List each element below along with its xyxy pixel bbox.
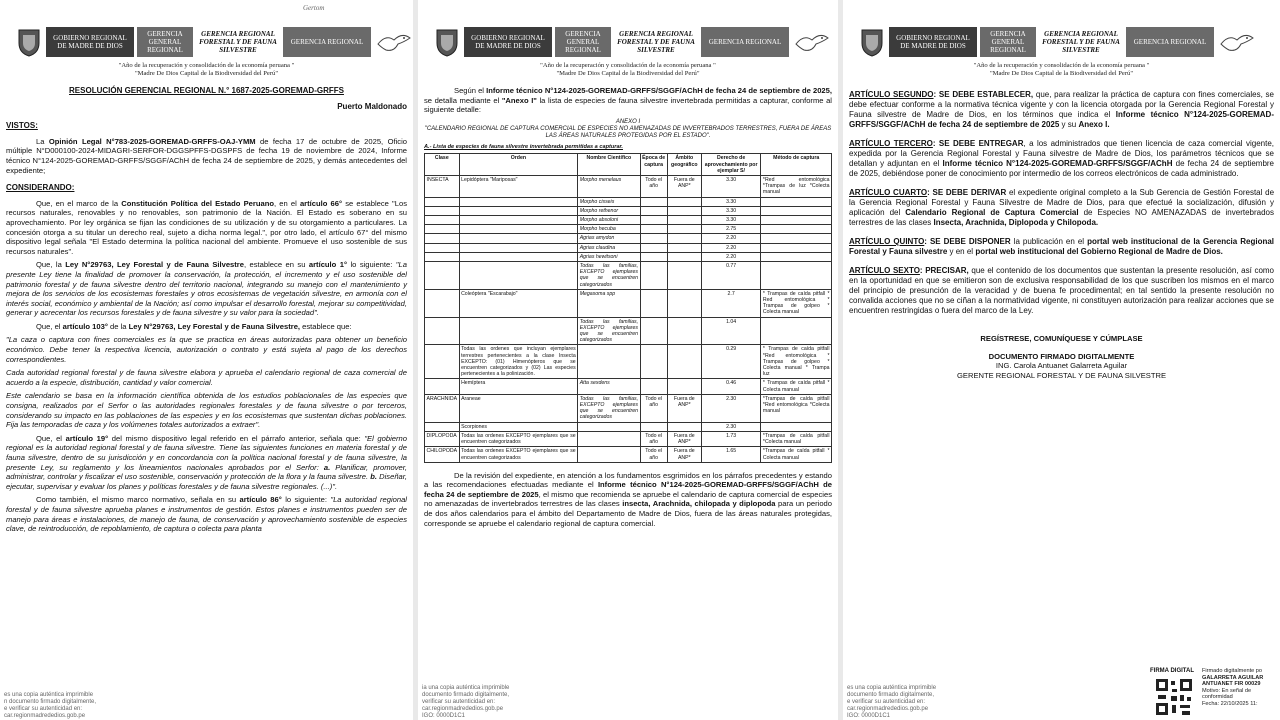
table-cell-met: *Trampas de caída pitfall *Red entomológica *Colecta manual xyxy=(761,394,832,422)
document-page-3 xyxy=(843,0,1280,720)
quote-paragraph: Cada autoridad regional forestal y de fauna silvestre elabora y aprueba el calendario regional de caza comercial de acuerdo a la especie, distribución, cantidad y valor comercial. xyxy=(6,368,407,387)
stamp-title: FIRMA DIGITAL xyxy=(1150,668,1194,674)
table-cell-sp xyxy=(578,422,640,431)
table-cell-cls xyxy=(425,262,460,290)
table-cell-der: 3.30 xyxy=(701,206,761,215)
letterhead xyxy=(424,0,832,62)
table-cell-amb xyxy=(667,225,701,234)
table-row xyxy=(425,262,832,290)
table-cell-amb xyxy=(667,262,701,290)
table-cell-amb: Fuera de ANP* xyxy=(667,431,701,446)
table-cell-sp xyxy=(578,447,640,462)
table-cell-sp: Morpho hecuba xyxy=(578,225,640,234)
table-row xyxy=(425,225,832,234)
table-cell-met: * Trampas de caída pitfall * Colecta manual xyxy=(762,380,830,393)
header-gerencia-forestal: GERENCIA REGIONAL FORESTAL Y DE FAUNA SILVESTRE xyxy=(614,27,698,57)
table-cell-amb xyxy=(667,234,701,243)
qr-code-icon xyxy=(1154,677,1194,717)
table-row xyxy=(425,197,832,206)
table-row xyxy=(425,243,832,252)
coat-of-arms-icon xyxy=(16,27,42,57)
table-cell-sp: Atta sexdens xyxy=(578,379,640,394)
letterhead xyxy=(6,0,407,62)
table-cell-der: 2.30 xyxy=(701,422,761,431)
table-cell-der: 3.30 xyxy=(701,216,761,225)
region-slogan: "Madre De Dios Capital de la Biodiversidad del Perú" xyxy=(134,70,279,77)
header-gobierno: GOBIERNO REGIONAL DE MADRE DE DIOS xyxy=(464,27,552,57)
resolution-body xyxy=(424,86,832,528)
table-cell-cls xyxy=(425,252,460,261)
authenticity-footer: ia una copia auténtica imprimible documento firmado digitalmente, verificar su autenticidad en: car.regionmadrededios.gob.pe IGO: 0000D1C1 xyxy=(422,685,510,719)
table-cell-der: 0.46 xyxy=(701,379,761,394)
table-cell-cls xyxy=(425,225,460,234)
table-row xyxy=(425,317,832,345)
table-cell-ep xyxy=(640,317,667,345)
bird-logo-icon xyxy=(794,30,830,54)
table-header-cell: Método de captura xyxy=(761,154,832,176)
table-cell-cls xyxy=(425,317,460,345)
table-cell-met xyxy=(761,216,832,225)
table-cell-cls xyxy=(425,345,460,379)
species-table xyxy=(424,153,832,462)
table-cell-met xyxy=(761,225,832,234)
table-row xyxy=(425,216,832,225)
table-cell-met xyxy=(761,262,832,290)
table-cell-cls xyxy=(425,197,460,206)
table-cell-ord xyxy=(459,206,578,215)
table-cell-ord: Todas las ordenes que incluyan ejemplares terrestres pertenecientes a la clase Insecta EXCEPTO: (01) Himenópteros que se encuentren categorizados y (02) Las especies pertenecientes a la polinización. xyxy=(461,346,576,378)
table-cell-amb xyxy=(667,317,701,345)
table-cell-cls xyxy=(425,243,460,252)
header-gobierno: GOBIERNO REGIONAL DE MADRE DE DIOS xyxy=(889,27,977,57)
revision-paragraph: De la revisión del expediente, en atención a los fundamentos esgrimidos en los párrafos precedentes y estando a las recomendaciones efectuadas mediante el Informe técnico N°124-2025-GOREMAD-GRFFS/SGGF/AChH de fecha 24 de septiembre de 2025, el mismo que recomienda se apruebe el calendario de captura comercial de especies no amenazadas de invertebrados terrestres de las clases insecta, Arachnida, chilopada y diplopoda para un periodo de dos años calendarios para el ámbito del Departamento de Madre de Dios, fuera de las áreas naturales protegidas, corresponde se apruebe el calendario regional de captura comercial. xyxy=(424,470,832,528)
table-header-cell: Nombre Científico xyxy=(578,154,640,176)
table-cell-cls xyxy=(425,216,460,225)
table-cell-amb: Fuera de ANP* xyxy=(667,447,701,462)
table-cell-der: 3.30 xyxy=(701,175,761,197)
table-cell-amb xyxy=(667,197,701,206)
resolution-body xyxy=(6,86,407,534)
table-cell-amb xyxy=(667,289,701,317)
resolution-title: RESOLUCIÓN GERENCIAL REGIONAL N.° 1687-2025-GOREMAD-GRFFS xyxy=(69,86,344,95)
table-cell-cls xyxy=(425,206,460,215)
table-cell-ord: Scorpiones xyxy=(459,422,578,431)
table-cell-ep xyxy=(640,345,667,379)
table-cell-ep xyxy=(640,289,667,317)
table-row xyxy=(425,379,832,394)
article-cuarto: ARTÍCULO CUARTO: SE DEBE DERIVAR el expediente original completo a la Sub Gerencia de Gestión Forestal de la Gerencia Regional Forestal y Fauna Silvestre de Madre de Dios, para que efectué la socialización, difusión y aplicación del Calendario Regional de Captura Comercial de Especies NO AMENAZADAS de invertebrados terrestres de las clases Insecta, Arachnida, Diplopoda y Chilopoda. xyxy=(849,188,1275,227)
vistos-heading: VISTOS: xyxy=(6,121,38,131)
region-slogan: "Madre De Dios Capital de la Biodiversidad del Perú" xyxy=(989,70,1134,77)
table-cell-sp: Todas las familias, EXCEPTO ejemplares que se encuentren categorizados xyxy=(579,318,639,344)
vistos-paragraph: La Opinión Legal N°783-2025-GOREMAD-GRFFS-OAJ-YMM de fecha 17 de octubre de 2025, Oficio múltiple N°D000100-2024-MIDAGRI-SERFOR-DGGSPFFS-DGSPFS de fecha 19 de noviembre de 2024, Informe técnico N°124-2025-GOREMAD-GRFFS/SGGF/AChH de fecha 24 de septiembre de 2025, y demás antecedentes del expediente; xyxy=(6,136,407,175)
table-row xyxy=(425,345,832,379)
table-cell-amb xyxy=(667,345,701,379)
header-gerencia-forestal: GERENCIA REGIONAL FORESTAL Y DE FAUNA SILVESTRE xyxy=(196,27,280,57)
region-slogan: "Madre De Dios Capital de la Biodiversidad del Perú" xyxy=(556,70,700,77)
table-cell-der: 2.20 xyxy=(701,252,761,261)
table-cell-cls xyxy=(425,379,460,394)
header-gerencia-regional: GERENCIA REGIONAL xyxy=(283,27,371,57)
table-cell-amb xyxy=(667,252,701,261)
table-cell-cls xyxy=(425,422,460,431)
table-cell-der: 1.65 xyxy=(701,447,761,462)
article-tercero: ARTÍCULO TERCERO: SE DEBE ENTREGAR, a los administrados que tienen licencia de caza comercial vigente, expedida por la Gerencia Regional Forestal y Fauna silvestre de Madre de Dios, los parámetros técnicos que se detallan y adjuntan en el Informe técnico N°124-2025-GOREMAD-GRFFS/SGGF/AChH de fecha 24 de septiembre de 2025, debiéndose poner de conocimiento por intermedio de los correos electrónicos de cada administrado. xyxy=(849,139,1275,178)
header-gobierno: GOBIERNO REGIONAL DE MADRE DE DIOS xyxy=(46,27,134,57)
table-cell-ord xyxy=(459,262,578,290)
table-cell-ep xyxy=(640,206,667,215)
digital-signature-stamp xyxy=(1150,668,1280,720)
resolution-articles xyxy=(849,90,1274,316)
signer-name: ING. Carola Antuanet Galarreta Aguilar xyxy=(995,361,1128,371)
table-cell-ord xyxy=(459,225,578,234)
table-cell-ord xyxy=(459,317,578,345)
table-row xyxy=(425,289,832,317)
table-header-cell: Clase xyxy=(425,154,460,176)
table-cell-cls xyxy=(425,289,460,317)
table-cell-sp: Morpho cisseis xyxy=(578,197,640,206)
table-cell-sp: Agrias hewitsoni xyxy=(578,252,640,261)
table-cell-ep xyxy=(640,262,667,290)
table-cell-ep xyxy=(640,216,667,225)
place: Puerto Maldonado xyxy=(337,101,407,111)
header-gerencia-forestal: GERENCIA REGIONAL FORESTAL Y DE FAUNA SILVESTRE xyxy=(1039,27,1123,57)
table-cell-sp: Morpho absoloni xyxy=(578,216,640,225)
table-header-cell: Orden xyxy=(459,154,578,176)
table-cell-met: * Trampas de caída pitfall *Red entomológica * Trampas de golpeo * Colecta manual * Trampa luz xyxy=(762,346,830,378)
article-segundo: ARTÍCULO SEGUNDO: SE DEBE ESTABLECER, que, para realizar la práctica de captura con fines comerciales, se debe efectuar conforme a la normativa técnica vigente y con la licencia otorgada por la Gerencia Regional Forestal y Fauna silvestre de Madre de Dios, en los términos que indica el Informe técnico N°124-2025-GOREMAD-GRFFS/SGGF/AChH de fecha 24 de septiembre de 2025 y su Anexo I. xyxy=(849,90,1274,129)
table-cell-met xyxy=(761,206,832,215)
table-cell-ord xyxy=(459,216,578,225)
table-cell-der: 2.30 xyxy=(701,394,761,422)
table-cell-amb xyxy=(667,206,701,215)
bird-logo-icon xyxy=(1219,30,1255,54)
header-gerencia-regional: GERENCIA REGIONAL xyxy=(1126,27,1214,57)
table-cell-amb xyxy=(667,243,701,252)
table-cell-ep xyxy=(640,234,667,243)
table-cell-cls: DIPLOPODA xyxy=(425,431,460,446)
table-cell-der: 2.75 xyxy=(701,225,761,234)
table-cell-sp: Todas las familias, EXCEPTO ejemplares que se encuentren categorizados xyxy=(579,395,639,421)
table-cell-ep: Todo el año xyxy=(640,394,667,422)
table-cell-amb: Fuera de ANP* xyxy=(667,394,701,422)
table-cell-ord xyxy=(459,243,578,252)
handwritten-note: Gertom xyxy=(303,4,325,12)
table-cell-met: *Trampas de caída pitfall * Colecta manual xyxy=(762,448,830,461)
table-cell-der: 0.77 xyxy=(701,262,761,290)
table-cell-ep: Todo el año xyxy=(640,431,667,446)
authenticity-footer: es una copia auténtica imprimible n documento firmado digitalmente, e verificar su autenticidad en: car.regionmadrededios.gob.pe xyxy=(0,692,96,720)
table-row xyxy=(425,234,832,243)
table-cell-ep: Todo el año xyxy=(640,175,667,197)
table-cell-sp: Morpho menelaus xyxy=(578,175,640,197)
table-cell-met: *Red entomológica *Trampas de luz *Colecta manual xyxy=(762,176,830,196)
quote-paragraph: Este calendario se basa en la información científica obtenida de los estudios poblacionales de las especies que consigna, realizados por el Serfor o las autoridades regionales forestales y de fauna silvestre o por terceros, considerando su impacto en las poblaciones de las especies y en los ecosistemas que sustentan dichas poblaciones. Fija las temporadas de caza y los volúmenes totales autorizados a extraer". xyxy=(6,391,407,430)
considerando-paragraph: Como también, el mismo marco normativo, señala en su artículo 86° lo siguiente: "La autoridad regional forestal y de fauna silvestre aprueba planes e instrumentos de gestión. Estos planes e instrumentos pueden ser de manejo para áreas e instalaciones, de manejo de fauna, de conservación y aprovechamiento sostenible de especies clave, de reintroducción, de repoblamiento, de captura o colecta para planta xyxy=(6,495,407,534)
header-gerencia-regional: GERENCIA REGIONAL xyxy=(701,27,789,57)
document-page-2 xyxy=(418,0,838,720)
authenticity-footer: es una copia auténtica imprimible documento firmado digitalmente, e verificar su autenticidad en: car.regionmadrededios.gob.pe IGO: 0000D1C1 xyxy=(847,685,937,719)
table-cell-amb xyxy=(667,216,701,225)
table-cell-ord: Todas las ordenes EXCEPTO ejemplares que se encuentren categorizados xyxy=(461,448,576,461)
table-cell-sp: Agrias amydon xyxy=(578,234,640,243)
table-cell-cls: ARACHNIDA xyxy=(425,394,460,422)
considerando-paragraph: Que, el artículo 19° del mismo dispositivo legal referido en el párrafo anterior, señala que: "El gobierno regional es la autoridad regional forestal y de fauna silvestre. Tiene las siguientes funciones en materia forestal y de fauna silvestre, dentro de su jurisdicción y en concordancia con la política nacional forestal y de fauna silvestre, la presente Ley, su reglamento y los lineamientos nacionales aprobados por el Serfor: a. Planificar, promover, administrar, controlar y fiscalizar el uso sostenible, conservación y protección de la flora y la fauna silvestre. b. Diseñar, ejecutar, supervisar y evaluar los planes y políticas forestales y de fauna silvestre regionales. (...)". xyxy=(6,433,407,491)
article-quinto: ARTÍCULO QUINTO: SE DEBE DISPONER la publicación en el portal web institucional de la Gerencia Regional Forestal y Fauna silvestre y en el portal web institucional del Gobierno Regional de Madre de Dios. xyxy=(849,237,1275,256)
table-cell-ord xyxy=(459,252,578,261)
table-cell-ord: Todas las ordenes EXCEPTO ejemplares que se encuentren categorizados xyxy=(461,432,576,446)
table-row xyxy=(425,394,832,422)
table-row xyxy=(425,431,832,446)
header-gerencia-general: GERENCIA GENERAL REGIONAL xyxy=(555,27,611,57)
table-cell-sp xyxy=(578,345,640,379)
table-row xyxy=(425,252,832,261)
considerando-heading: CONSIDERANDO: xyxy=(6,183,75,193)
table-cell-der: 2.20 xyxy=(701,243,761,252)
stamp-text: Firmado digitalmente po GALARRETA AGUILAR ANTUANET FIR 00029 Motivo: En señal de conformidad Fecha: 22/10/2025 11: xyxy=(1202,668,1264,707)
article-sexto: ARTÍCULO SEXTO: PRECISAR, que el contenido de los documentos que sustentan la presente resolución, así como en la oportunidad en que se emitieron son de exclusiva responsabilidad de los que suscriben los mismos en el marco del principio de presunción de la veracidad y de buena fe procedimental; en tal sentido la presente resolución no convalida acciones que no se ciñan a la normatividad vigente, ni constituyen autorización para realizar acciones que se encuentren restringidas o fuera del marco de la Ley. xyxy=(849,266,1275,315)
table-cell-ep xyxy=(640,197,667,206)
table-header-cell: Derecho de aprovechamiento por ejemplar S/ xyxy=(701,154,761,176)
table-cell-met xyxy=(761,252,832,261)
table-cell-ep xyxy=(640,252,667,261)
table-cell-der: 2.20 xyxy=(701,234,761,243)
informe-paragraph: Según el Informe técnico N°124-2025-GOREMAD-GRFFS/SGGF/AChH de fecha 24 de septiembre de 2025, se detalla mediante el "Anexo I" la lista de especies de fauna silvestre invertebrada permitidas a capturar, conforme al siguiente detalle: xyxy=(424,86,832,115)
bird-logo-icon xyxy=(376,30,412,54)
table-cell-met xyxy=(761,317,832,345)
table-cell-ep xyxy=(640,379,667,394)
year-slogan: "Año de la recuperación y consolidación de la economía peruana " xyxy=(540,62,716,69)
table-cell-cls xyxy=(425,234,460,243)
closing-formula: REGÍSTRESE, COMUNÍQUESE Y CÚMPLASE xyxy=(980,334,1143,343)
table-cell-amb xyxy=(667,422,701,431)
table-row xyxy=(425,422,832,431)
header-gerencia-general: GERENCIA GENERAL REGIONAL xyxy=(980,27,1036,57)
considerando-paragraph: Que, la Ley N°29763, Ley Forestal y de Fauna Silvestre, establece en su artículo 1° lo siguiente: "La presente Ley tiene la finalidad de promover la conservación, la protección, el incremento y el uso sostenible del patrimonio forestal y de fauna silvestre dentro del territorio nacional, integrando su manejo con el mantenimiento y mejora de los servicios de los ecosistemas forestales y otros ecosistemas de vegetación silvestre, en armonía con el interés social, económico y ambiental de la Nación; así como impulsar el desarrollo forestal, mejorar su competitividad, generar y acrecentar los recursos forestales y de fauna silvestre y su valor para la sociedad". xyxy=(6,260,407,318)
table-cell-amb: Fuera de ANP* xyxy=(667,175,701,197)
table-row xyxy=(425,206,832,215)
table-cell-ord: Coleóptera "Escarabajo" xyxy=(459,289,578,317)
annex-title: ANEXO I "CALENDARIO REGIONAL DE CAPTURA COMERCIAL DE ESPECIES NO AMENAZADAS DE INVERTEBRADOS TERRESTRES, FUERA DE ÁREAS LAS ÁREAS NATURALES PROTEGIDAS POR EL ESTADO". xyxy=(424,118,832,139)
signed-digitally: DOCUMENTO FIRMADO DIGITALMENTE xyxy=(988,351,1135,361)
table-cell-met xyxy=(761,197,832,206)
table-cell-met xyxy=(761,234,832,243)
document-page-1 xyxy=(0,0,413,720)
signature-block xyxy=(849,334,1274,380)
signer-role: GERENTE REGIONAL FORESTAL Y DE FAUNA SILVESTRE xyxy=(956,370,1167,380)
table-row xyxy=(425,447,832,462)
table-cell-sp: Agrias claudina xyxy=(578,243,640,252)
table-cell-ord: Lepidóptera "Mariposas" xyxy=(459,175,578,197)
year-slogan: "Año de la recuperación y consolidación de la economía peruana " xyxy=(973,62,1150,69)
table-cell-ep xyxy=(640,243,667,252)
table-cell-cls: CHILOPODA xyxy=(425,447,460,462)
table-cell-ord xyxy=(459,197,578,206)
coat-of-arms-icon xyxy=(859,27,885,57)
table-cell-der: 0.29 xyxy=(701,345,761,379)
table-cell-met xyxy=(761,243,832,252)
table-header-row xyxy=(425,154,832,176)
table-cell-met: *Trampas de caída pitfall *Colecta manual xyxy=(762,432,830,446)
letterhead xyxy=(849,0,1274,62)
table-cell-sp: Megasoma spp xyxy=(578,289,640,317)
table-cell-met: * Trampas de caída pitfall * Red entomológica * Trampas de golpeo * Colecta manual xyxy=(762,290,830,316)
table-cell-ord xyxy=(459,234,578,243)
table-header-cell: Época de captura xyxy=(640,154,667,176)
table-cell-sp: Todas las familias, EXCEPTO ejemplares que se encuentren categorizados xyxy=(579,263,639,288)
year-slogan: "Año de la recuperación y consolidación de la economía peruana " xyxy=(118,62,295,69)
table-cell-ep: Todo el año xyxy=(640,447,667,462)
table-row xyxy=(425,175,832,197)
table-cell-cls: INSECTA xyxy=(425,175,460,197)
table-header-cell: Ámbito geográfico xyxy=(667,154,701,176)
annex-subtitle: A.- Lista de especies de fauna silvestre invertebrada permitidas a capturar. xyxy=(424,143,623,150)
table-cell-ep xyxy=(640,422,667,431)
table-cell-ord: Hemíptera xyxy=(459,379,578,394)
header-gerencia-general: GERENCIA GENERAL REGIONAL xyxy=(137,27,193,57)
table-cell-sp xyxy=(578,431,640,446)
considerando-paragraph: Que, en el marco de la Constitución Política del Estado Peruano, en el artículo 66° se establece "Los recursos naturales, renovables y no renovables, son patrimonio de la Nación. El Estado es soberano en su aprovechamiento. Por ley orgánica se fijan las condiciones de su utilización y de su otorgamiento a particulares. La concesión otorga a su titular un derecho real, sujeto a dicha norma legal.", por otro lado, el artículo 67° del mismo dispositivo legal señala "El Estado determina la política nacional del ambiente. Promueve el uso sostenible de sus recursos naturales". xyxy=(6,198,407,256)
table-cell-amb xyxy=(667,379,701,394)
table-cell-sp: Morpho rethenor xyxy=(578,206,640,215)
table-cell-met xyxy=(761,422,832,431)
coat-of-arms-icon xyxy=(434,27,460,57)
table-cell-der: 2.7 xyxy=(701,289,761,317)
table-cell-ep xyxy=(640,225,667,234)
quote-paragraph: "La caza o captura con fines comerciales es la que se practica en áreas autorizadas para obtener un beneficio económico. Debe tener la respectiva licencia, autorización o contrato y está sujeta al pago de los derechos correspondientes. xyxy=(6,335,407,364)
table-cell-der: 3.30 xyxy=(701,197,761,206)
table-cell-der: 1.04 xyxy=(701,317,761,345)
table-cell-ord: Araneae xyxy=(459,394,578,422)
table-cell-der: 1.73 xyxy=(701,431,761,446)
considerando-paragraph: Que, el artículo 103° de la Ley N°29763, Ley Forestal y de Fauna Silvestre, establece que: xyxy=(36,321,352,331)
